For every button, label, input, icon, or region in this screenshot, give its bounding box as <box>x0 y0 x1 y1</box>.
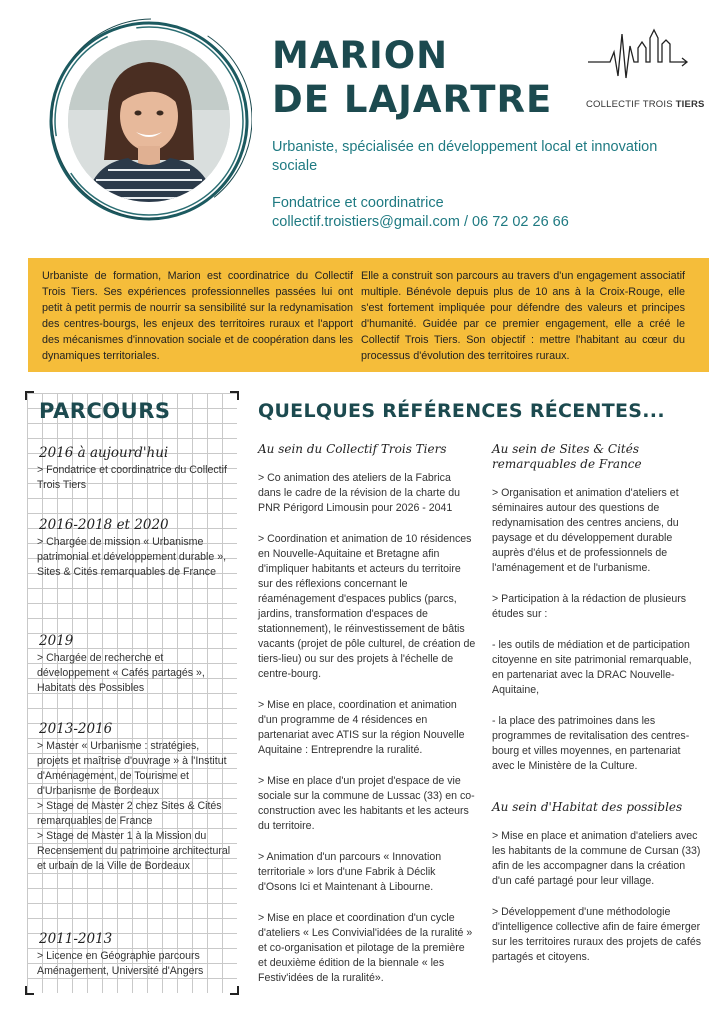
parcours-entry <box>37 929 233 979</box>
intro-paragraph-1: Urbaniste de formation, Marion est coordinatrice du Collectif Trois Tiers. Ses expériences professionnelles passées lui ont petit à petit permis de nourrir sa sensibilité sur la redynamisation des centres-bourgs, les enjeux des territoires ruraux et l'apport des mécanismes d'innovation sociale et de coopération dans les dynamiques territoriales. <box>42 270 353 362</box>
parcours-date: 2013-2016 <box>39 721 113 737</box>
corner-mark <box>230 391 239 400</box>
parcours-entry <box>37 719 233 874</box>
parcours-title: PARCOURS <box>39 399 171 423</box>
name-line-1: MARION <box>272 34 449 77</box>
reference-item: - les outils de médiation et de participation citoyenne en site patrimonial remarquable, en partenariat avec la DRAC Nouvelle-Aquitaine, <box>492 639 692 696</box>
avatar <box>68 40 230 202</box>
parcours-date: 2016-2018 et 2020 <box>39 517 169 533</box>
references-sites-habitat <box>492 442 704 965</box>
reference-item: > Co animation des ateliers de la Fabrica dans le cadre de la révision de la charte du PNR Périgord Limousin pour 2026 - 2041 <box>258 472 460 514</box>
parcours-text: > Chargée de mission « Urbanisme patrimonial et développement durable », Sites & Cités remarquables de France <box>37 536 227 578</box>
role-title: Fondatrice et coordinatrice <box>272 195 444 211</box>
reference-item: > Mise en place et animation d'ateliers avec les habitants de la commune de Cursan (33) afin de les accompagner dans la création d'un café partagé pour leur village. <box>492 830 701 887</box>
parcours-text: > Chargée de recherche et développement « Cafés partagés », Habitats des Possibles <box>37 652 205 694</box>
logo-text-bold: TIERS <box>675 99 705 110</box>
references-title: QUELQUES RÉFÉRENCES RÉCENTES... <box>258 400 665 422</box>
corner-mark <box>25 391 34 400</box>
collectif-heading: Au sein du Collectif Trois Tiers <box>258 442 447 456</box>
name-line-2: DE LAJARTRE <box>272 78 553 121</box>
logo-text-regular: COLLECTIF TROIS <box>586 99 676 110</box>
contact-info: collectif.troistiers@gmail.com / 06 72 02 26 66 <box>272 214 569 230</box>
corner-mark <box>230 986 239 995</box>
reference-item: > Mise en place et coordination d'un cycle d'ateliers « Les Convivial'idées de la ruralité » et co-organisation et pilotage de la première et deuxième édition de la biennale « les Festiv'idées de la ruralité». <box>258 912 473 984</box>
parcours-date: 2019 <box>39 633 74 649</box>
logo-wordmark <box>586 99 705 110</box>
reference-item: > Mise en place, coordination et animation d'un programme de 4 résidences en partenariat avec ATIS sur la région Nouvelle Aquitaine : Entreprendre la ruralité. <box>258 699 465 756</box>
parcours-entry <box>37 631 233 696</box>
parcours-text: > Fondatrice et coordinatrice du Collectif Trois Tiers <box>37 464 227 491</box>
sites-heading: Au sein de Sites & Cités remarquables de France <box>492 442 642 471</box>
reference-item: > Mise en place d'un projet d'espace de vie sociale sur la commune de Lussac (33) en co-construction avec les habitants et les acteurs du territoire. <box>258 775 475 832</box>
person-name <box>272 34 552 122</box>
parcours-section <box>27 393 237 993</box>
profession-subtitle: Urbaniste, spécialisée en développement local et innovation sociale <box>272 139 658 174</box>
parcours-date: 2011-2013 <box>39 931 113 947</box>
parcours-date: 2016 à aujourd'hui <box>39 445 169 461</box>
corner-mark <box>25 986 34 995</box>
parcours-text: > Licence en Géographie parcours Aménagement, Université d'Angers <box>37 950 204 977</box>
parcours-entry <box>37 515 233 580</box>
parcours-text: > Master « Urbanisme : stratégies, projets et maîtrise d'ouvrage » à l'Institut d'Aménagement, de Tourisme et d'Urbanisme de Bordeaux > Stage de Master 2 chez Sites & Cités remarquables de France > Stage de Master 1 à la Mission du Recensement du patrimoine architectural et urbain de la Ville de Bordeaux <box>37 740 231 872</box>
reference-item: > Développement d'une méthodologie d'intelligence collective afin de faire émerger sur les territoires ruraux des projets de cafés partagés et citoyens. <box>492 906 702 963</box>
intro-band <box>28 258 709 372</box>
references-collectif <box>258 442 476 986</box>
parcours-entry <box>37 443 233 493</box>
profile-photo-frame <box>46 18 252 224</box>
reference-item: > Animation d'un parcours « Innovation territoriale » lors d'une Fabrik à Déclik d'Osons Ici et Maintenant à Libourne. <box>258 851 442 893</box>
reference-item: > Organisation et animation d'ateliers et séminaires autour des questions de redynamisation des centres anciens, du paysage et du développement durable auprès d'élus et de professionnels de l'aménagement et de l'urbanisme. <box>492 487 679 574</box>
reference-item: > Coordination et animation de 10 résidences en Nouvelle-Aquitaine et Bretagne afin d'impliquer habitants et acteurs du territoire sur des réflexions concernant le réaménagement d'espaces publics (parcs, jardins, transformation d'espaces de stationnement), le réinvestissement de bâtis vacants (projet de pôle culturel, de création de tiers-lieu) ou sur des projets à l'échelle de centre-bourg. <box>258 533 476 680</box>
habitat-heading: Au sein d'Habitat des possibles <box>492 800 683 814</box>
collectif-trois-tiers-logo-icon <box>586 26 698 86</box>
intro-paragraph-2: Elle a construit son parcours au travers d'un engagement associatif multiple. Bénévole depuis plus de 10 ans à la Croix-Rouge, elle s'est fortement impliquée pour défendre des valeurs et principes d'humanité. Guidée par ce premier engagement, elle a créé le Collectif Trois Tiers. Son objectif : mettre l'habitant au cœur du processus d'évolution des territoires ruraux. <box>361 270 685 362</box>
reference-item: - la place des patrimoines dans les programmes de revitalisation des centres-bourg et villes moyennes, en partenariat avec le Ministère de la Culture. <box>492 715 690 772</box>
reference-item: > Participation à la rédaction de plusieurs études sur : <box>492 593 687 620</box>
